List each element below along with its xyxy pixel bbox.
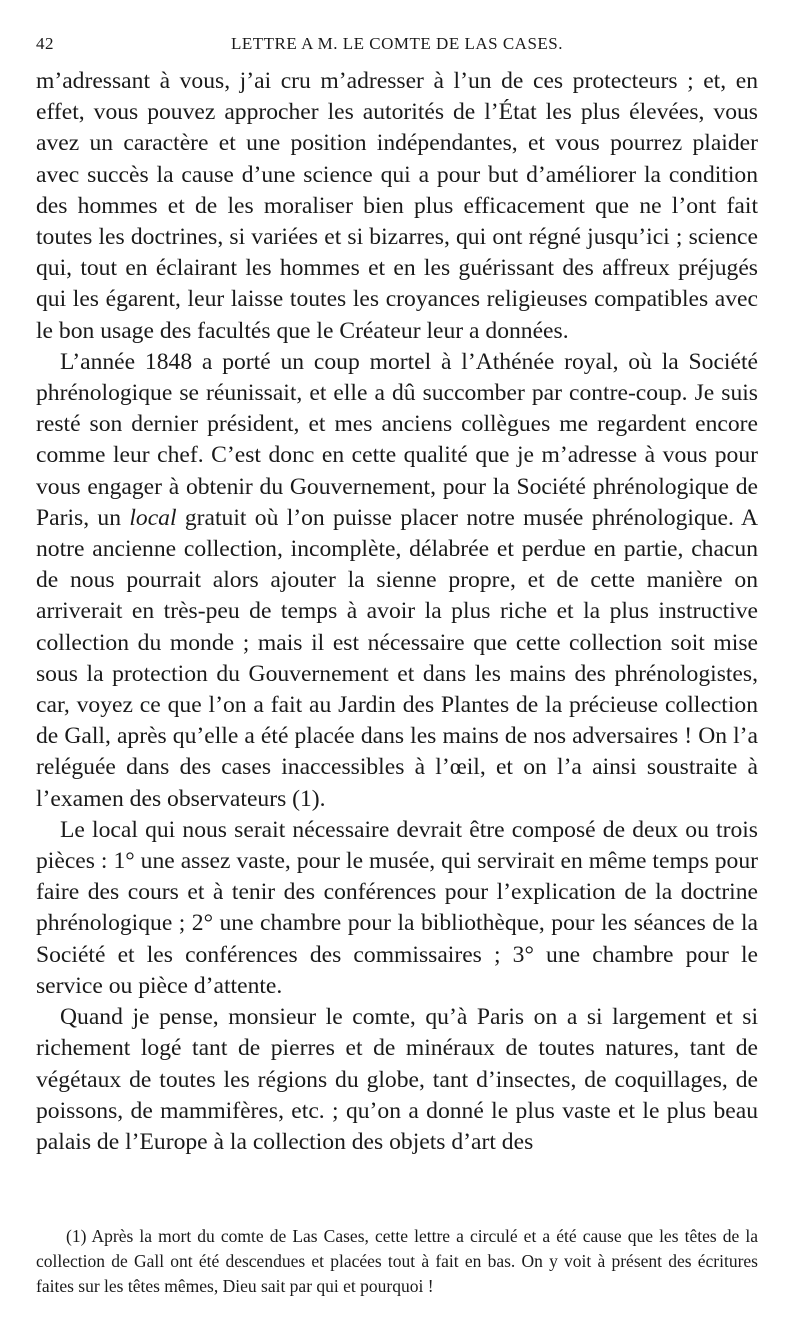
page-header <box>36 30 758 60</box>
footnotes <box>36 1224 758 1299</box>
body-text <box>36 66 758 1158</box>
paragraph-1: m’adressant à vous, j’ai cru m’adresser à l’un de ces protecteurs ; et, en effet, vous pouvez approcher les autorités de l’État les plus élevées, vous avez un caractère et une position indépendantes, et vous pourrez plaider avec succès la cause d’une science qui a pour but d’améliorer la condition des hommes et de les moraliser bien plus efficacement que ne l’ont fait toutes les doctrines, si variées et si bizarres, qui ont régné jusqu’ici ; science qui, tout en éclairant les hommes et en les guérissant des affreux préjugés qui les égarent, leur laisse toutes les croyances religieuses compatibles avec le bon usage des facultés que le Créateur leur a données. <box>36 68 758 344</box>
footnote-1: (1) Après la mort du comte de Las Cases, cette lettre a circulé et a été cause que les têtes de la collection de Gall ont été descendues et placées tout à fait en bas. On y voit à présent des écritures faites sur les têtes mêmes, Dieu sait par qui et pourquoi ! <box>36 1226 758 1296</box>
emphasis-local: local <box>129 504 177 531</box>
running-head: LETTRE A M. LE COMTE DE LAS CASES. <box>231 34 563 53</box>
paragraph-2 <box>36 347 758 815</box>
paragraph-2-part-2: gratuit où l’on puisse placer notre musée phrénologique. A notre ancienne collection, incomplète, délabrée et perdue en partie, chacun de nous pourrait alors ajouter la sienne propre, et de cette manière on arriverait en très-peu de temps à avoir la plus riche et la plus instructive collection du monde ; mais il est nécessaire que cette collection soit mise sous la protection du Gouvernement et dans les mains des phrénologistes, car, voyez ce que l’on a fait au Jardin des Plantes de la précieuse collection de Gall, après qu’elle a été placée dans les mains de nos adversaires ! On l’a reléguée dans des cases inaccessibles à l’œil, et on l’a ainsi soustraite à l’examen des observateurs (1). <box>36 504 758 812</box>
paragraph-4: Quand je pense, monsieur le comte, qu’à Paris on a si largement et si richement logé tant de pierres et de minéraux de toutes natures, tant de végétaux de toutes les régions du globe, tant d’insectes, de coquillages, de poissons, de mammifères, etc. ; qu’on a donné le plus vaste et le plus beau palais de l’Europe à la collection des objets d’art des <box>36 1004 758 1155</box>
page-number: 42 <box>36 34 54 53</box>
paragraph-3: Le local qui nous serait nécessaire devrait être composé de deux ou trois pièces : 1° une assez vaste, pour le musée, qui servirait en même temps pour faire des cours et à tenir des conférences pour l’explication de la doctrine phrénologique ; 2° une chambre pour la bibliothèque, pour les séances de la Société et les conférences des commissaires ; 3° une chambre pour le service ou pièce d’attente. <box>36 816 758 999</box>
paragraph-2-part-1: L’année 1848 a porté un coup mortel à l’Athénée royal, où la Société phrénologique se réunissait, et elle a dû succomber par contre-coup. Je suis resté son dernier président, et mes anciens collègues me regardent encore comme leur chef. C’est donc en cette qualité que je m’adresse à vous pour vous engager à obtenir du Gouvernement, pour la Société phrénologique de Paris, un <box>36 348 758 531</box>
